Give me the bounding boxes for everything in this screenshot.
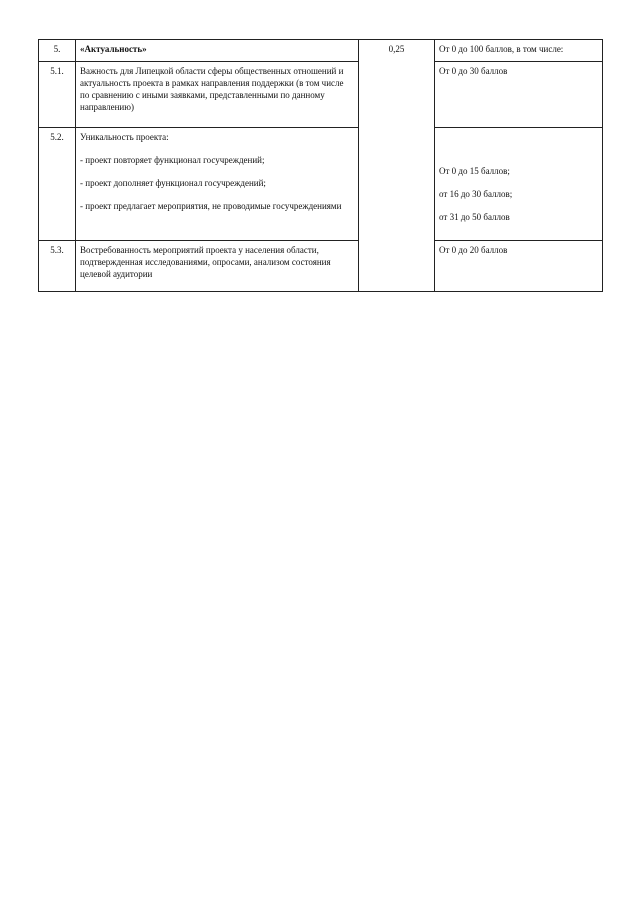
criterion-text bbox=[76, 128, 359, 241]
criterion-title: «Актуальность» bbox=[76, 40, 359, 62]
criterion-option: - проект предлагает мероприятия, не проводимые госучреждениями bbox=[80, 201, 342, 211]
row-number: 5.2. bbox=[39, 128, 76, 241]
score-range: От 0 до 30 баллов bbox=[435, 62, 603, 128]
table-row bbox=[39, 241, 603, 292]
criterion-text: Важность для Липецкой области сферы общественных отношений и актуальность проекта в рамках направления поддержки (в том числе по сравнению с иными заявками, представленными по данному направлению) bbox=[76, 62, 359, 128]
score-option: от 16 до 30 баллов; bbox=[439, 189, 513, 199]
criterion-option: - проект дополняет функционал госучреждений; bbox=[80, 178, 266, 188]
criterion-text: Востребованность мероприятий проекта у населения области, подтвержденная исследованиями, опросами, анализом состояния целевой аудитории bbox=[76, 241, 359, 292]
row-number: 5. bbox=[39, 40, 76, 62]
table-row bbox=[39, 128, 603, 241]
row-number: 5.1. bbox=[39, 62, 76, 128]
criterion-weight: 0,25 bbox=[359, 40, 435, 292]
criterion-heading: Уникальность проекта: bbox=[80, 132, 169, 142]
row-number: 5.3. bbox=[39, 241, 76, 292]
score-range: От 0 до 100 баллов, в том числе: bbox=[435, 40, 603, 62]
criteria-table bbox=[38, 39, 603, 292]
table-row bbox=[39, 62, 603, 128]
score-range: От 0 до 20 баллов bbox=[435, 241, 603, 292]
score-option: от 31 до 50 баллов bbox=[439, 212, 510, 222]
score-option: От 0 до 15 баллов; bbox=[439, 166, 510, 176]
score-range-list bbox=[435, 128, 603, 241]
criterion-option: - проект повторяет функционал госучреждений; bbox=[80, 155, 265, 165]
table-row bbox=[39, 40, 603, 62]
